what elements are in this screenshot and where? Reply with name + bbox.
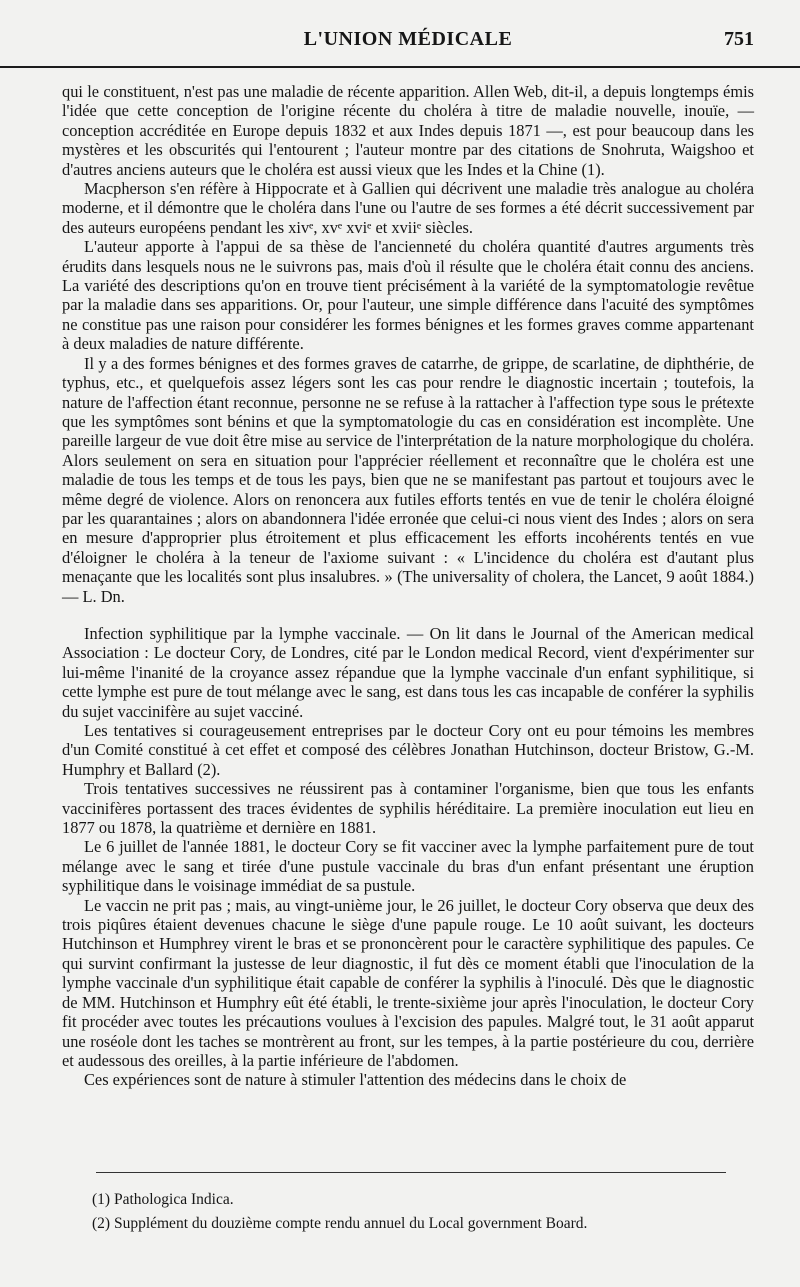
paragraph: Le vaccin ne prit pas ; mais, au vingt-unième jour, le 26 juillet, le docteur Cory observa que deux des trois piqûres étaient devenues chacune le siège d'une papule rouge. Le 10 août suivant, les docteurs Hutchinson et Humphrey virent le bras et se prononcèrent pour le caractère syphilitique des papules. Ce qui survint confirmant la justesse de leur diagnostic, il fut dès ce moment établi que l'inoculation de la lymphe vaccinale d'un syphilitique était capable de conférer la syphilis à l'inoculé. Dès que le diagnostic de MM. Hutchinson et Humphry eût été établi, le trente-sixième jour après l'inoculation, le docteur Cory fit procéder avec toutes les précautions voulues à l'excision des papules. Malgré tout, le 31 août apparut une roséole dont les taches se montrèrent au front, sur les tempes, à la partie postérieure du cou, derrière et audessous des oreilles, à la partie inférieure de l'abdomen. bbox=[62, 895, 754, 1070]
paragraph: Le 6 juillet de l'année 1881, le docteur Cory se fit vacciner avec la lymphe parfaitement pure de tout mélange avec le sang et tirée d'une pustule vaccinale du bras d'un enfant présentant une éruption syphilitique dans le voisinage immédiat de sa pustule. bbox=[62, 837, 754, 896]
page-header bbox=[62, 0, 754, 58]
paragraph: Les tentatives si courageusement entreprises par le docteur Cory ont eu pour témoins les membres d'un Comité constitué à cet effet et composé des célèbres Jonathan Hutchinson, docteur Bristow, G.-M. Humphry et Ballard (2). bbox=[62, 721, 754, 779]
running-title: L'UNION MÉDICALE bbox=[303, 28, 513, 50]
paragraph: qui le constituent, n'est pas une maladie de récente apparition. Allen Web, dit-il, a depuis longtemps émis l'idée que cette conception de l'origine récente du choléra à titre de maladie nouvelle, inouïe, — conception accréditée en Europe depuis 1832 et aux Indes depuis 1871 —, est pour beaucoup dans les mystères et les obscurités qui l'entourent ; l'auteur montre par des citations de Snohruta, Waigshoo et d'autres anciens auteurs que le choléra est aussi vieux que les Indes et la Chine (1). bbox=[62, 82, 754, 179]
paragraph: Il y a des formes bénignes et des formes graves de catarrhe, de grippe, de scarlatine, de diphthérie, de typhus, etc., et quelquefois assez légers sont les cas pour rendre le diagnostic incertain ; toutefois, la nature de l'affection étant reconnue, personne ne se refuse à la rattacher à l'affection type sous le prétexte que les symptômes sont bénins et que la symptomatologie du cas en considération est incomplète. Une pareille largeur de vue doit être mise au service de l'interprétation de la nature morphologique du choléra. Alors seulement on sera en situation pour l'apprécier réellement et reconnaître que le choléra est une maladie de tous les temps et de tous les pays, bien que ne se manifestant pas partout et toujours avec le même degré de violence. Alors on renoncera aux futiles efforts tentés en vue de tenir le choléra éloigné par les quarantaines ; alors on abandonnera l'idée erronée que celui-ci nous vient des Indes ; alors on sera en mesure d'approprier plus étroitement et plus efficacement les efforts incohérents tentés en vue d'éloigner le choléra à la teneur de l'axiome suivant : « L'incidence du choléra est d'autant plus menaçante que les localités sont plus insalubres. » (The universality of cholera, the Lancet, 9 août 1884.) — L. Dn. bbox=[62, 353, 754, 606]
paragraph-section-heading: Infection syphilitique par la lymphe vaccinale. — On lit dans le Journal of the American medical Association : Le docteur Cory, de Londres, cité par le London medical Record, vient d'expérimenter sur lui-même l'inanité de la croyance assez répandue que la lymphe vaccinale d'un enfant syphilitique, si cette lymphe est pure de tout mélange avec le sang, est dans tous les cas incapable de conférer la syphilis du sujet vaccinifère au sujet vacciné. bbox=[62, 623, 754, 721]
footnote: (2) Supplément du douzième compte rendu annuel du Local government Board. bbox=[92, 1215, 588, 1232]
paragraph: L'auteur apporte à l'appui de sa thèse de l'ancienneté du choléra quantité d'autres arguments très érudits dans lesquels nous ne le suivrons pas, mais d'où il résulte que le choléra était connu des anciens. La variété des descriptions qu'on en trouve tient précisément à la variété de la symptomatologie revêtue par la maladie dans ses apparitions. Or, pour l'auteur, une simple différence dans l'acuité des symptômes ne constitue pas une raison pour considérer les formes bénignes et les formes graves comme appartenant à deux maladies de nature différente. bbox=[62, 237, 754, 354]
page-number: 751 bbox=[724, 28, 754, 50]
paragraph: Macpherson s'en réfère à Hippocrate et à Gallien qui décrivent une maladie très analogue au choléra moderne, et il démontre que le choléra dans l'une ou l'autre de ses formes a été décrit successivement par des auteurs européens pendant les xivᵉ, xvᵉ xviᵉ et xviiᵉ siècles. bbox=[62, 179, 754, 237]
header-rule bbox=[0, 66, 800, 68]
paragraph: Ces expériences sont de nature à stimuler l'attention des médecins dans le choix de bbox=[84, 1070, 627, 1090]
footnotes bbox=[92, 1188, 754, 1236]
paragraph: Trois tentatives successives ne réussirent pas à contaminer l'organisme, bien que tous les enfants vaccinifères portassent des traces évidentes de syphilis héréditaire. La première inoculation eut lieu en 1877 ou 1878, la quatrième et dernière en 1881. bbox=[62, 779, 754, 838]
footnote-rule bbox=[96, 1172, 726, 1173]
article-body bbox=[62, 82, 754, 1090]
footnote: (1) Pathologica Indica. bbox=[92, 1191, 234, 1208]
